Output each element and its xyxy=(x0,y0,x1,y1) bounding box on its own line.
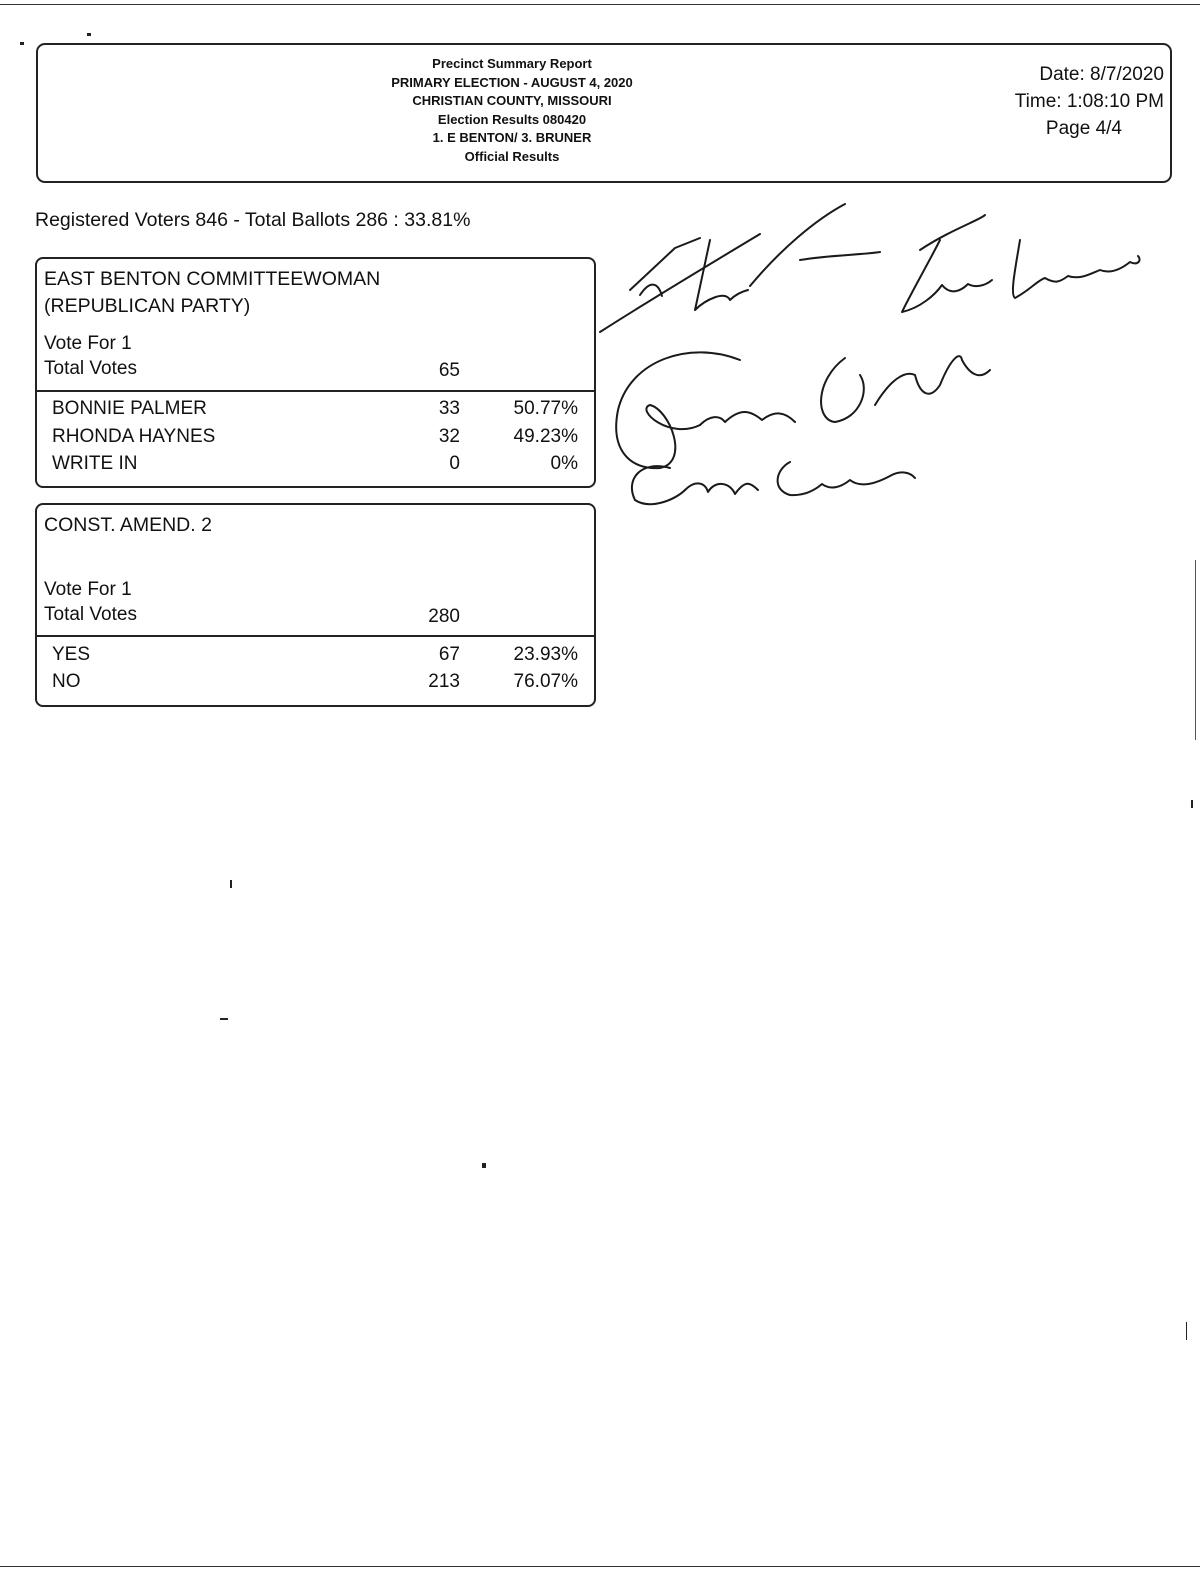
table-row xyxy=(37,453,594,481)
contest-title-line: CONST. AMEND. 2 xyxy=(44,514,212,536)
page-edge-bottom xyxy=(0,1566,1200,1567)
contest-const-amend-2 xyxy=(35,503,596,707)
divider xyxy=(37,635,594,637)
candidate-percent: 0% xyxy=(550,453,578,474)
divider xyxy=(37,390,594,392)
total-votes-label: Total Votes xyxy=(44,358,137,379)
results-status: Official Results xyxy=(464,148,560,164)
scan-mark xyxy=(230,880,232,888)
option-votes: 67 xyxy=(438,644,460,665)
total-votes-value: 65 xyxy=(438,360,460,381)
report-meta xyxy=(1015,61,1164,142)
option-percent: 76.07% xyxy=(513,671,578,692)
table-row xyxy=(37,671,594,699)
contest-title xyxy=(44,266,380,320)
precinct-name: 1. E BENTON/ 3. BRUNER xyxy=(432,130,592,145)
contest-east-benton-committeewoman xyxy=(35,257,596,488)
turnout-summary: Registered Voters 846 - Total Ballots 286 : 33.81% xyxy=(35,209,471,231)
candidate-percent: 50.77% xyxy=(513,398,578,419)
candidate-percent: 49.23% xyxy=(513,426,578,447)
candidate-name: BONNIE PALMER xyxy=(52,398,207,419)
scan-mark xyxy=(87,33,91,36)
report-date: Date: 8/7/2020 xyxy=(1039,64,1164,85)
vote-for-label: Vote For 1 xyxy=(44,579,132,600)
total-votes-value: 280 xyxy=(428,606,460,627)
scan-mark xyxy=(482,1163,486,1168)
signature-4 xyxy=(632,462,915,504)
candidate-votes: 32 xyxy=(438,426,460,447)
results-id: Election Results 080420 xyxy=(437,111,587,127)
report-title: Precinct Summary Report xyxy=(432,56,592,71)
scan-mark xyxy=(220,1018,228,1020)
page-edge-right xyxy=(1195,560,1196,740)
option-votes: 213 xyxy=(428,671,460,692)
page-number: Page 4/4 xyxy=(1045,118,1122,139)
scan-mark xyxy=(20,42,24,45)
county-name: CHRISTIAN COUNTY, MISSOURI xyxy=(412,93,612,108)
option-name: YES xyxy=(52,644,91,665)
total-votes-label: Total Votes xyxy=(44,604,137,625)
contest-title-line: (REPUBLICAN PARTY) xyxy=(44,295,251,317)
election-name: PRIMARY ELECTION - AUGUST 4, 2020 xyxy=(391,74,633,90)
handwritten-signatures xyxy=(590,200,1170,530)
option-percent: 23.93% xyxy=(513,644,578,665)
scan-mark xyxy=(1186,1322,1187,1340)
candidate-name: RHONDA HAYNES xyxy=(52,426,216,447)
signature-2 xyxy=(902,215,1140,312)
report-time: Time: 1:08:10 PM xyxy=(1014,91,1164,112)
table-row xyxy=(37,398,594,426)
candidate-votes: 33 xyxy=(438,398,460,419)
table-row xyxy=(37,644,594,672)
report-header xyxy=(36,43,1172,183)
contest-title-line: EAST BENTON COMMITTEEWOMAN xyxy=(44,268,381,290)
vote-for-label: Vote For 1 xyxy=(44,333,132,354)
contest-title xyxy=(44,512,212,539)
report-title-block xyxy=(38,55,986,166)
page-edge-top xyxy=(0,4,1200,5)
option-name: NO xyxy=(52,671,81,692)
signature-3 xyxy=(616,352,990,468)
signature-1 xyxy=(600,204,880,332)
candidate-name: WRITE IN xyxy=(52,453,138,474)
candidate-votes: 0 xyxy=(449,453,460,474)
table-row xyxy=(37,426,594,454)
scan-mark xyxy=(1191,800,1193,808)
